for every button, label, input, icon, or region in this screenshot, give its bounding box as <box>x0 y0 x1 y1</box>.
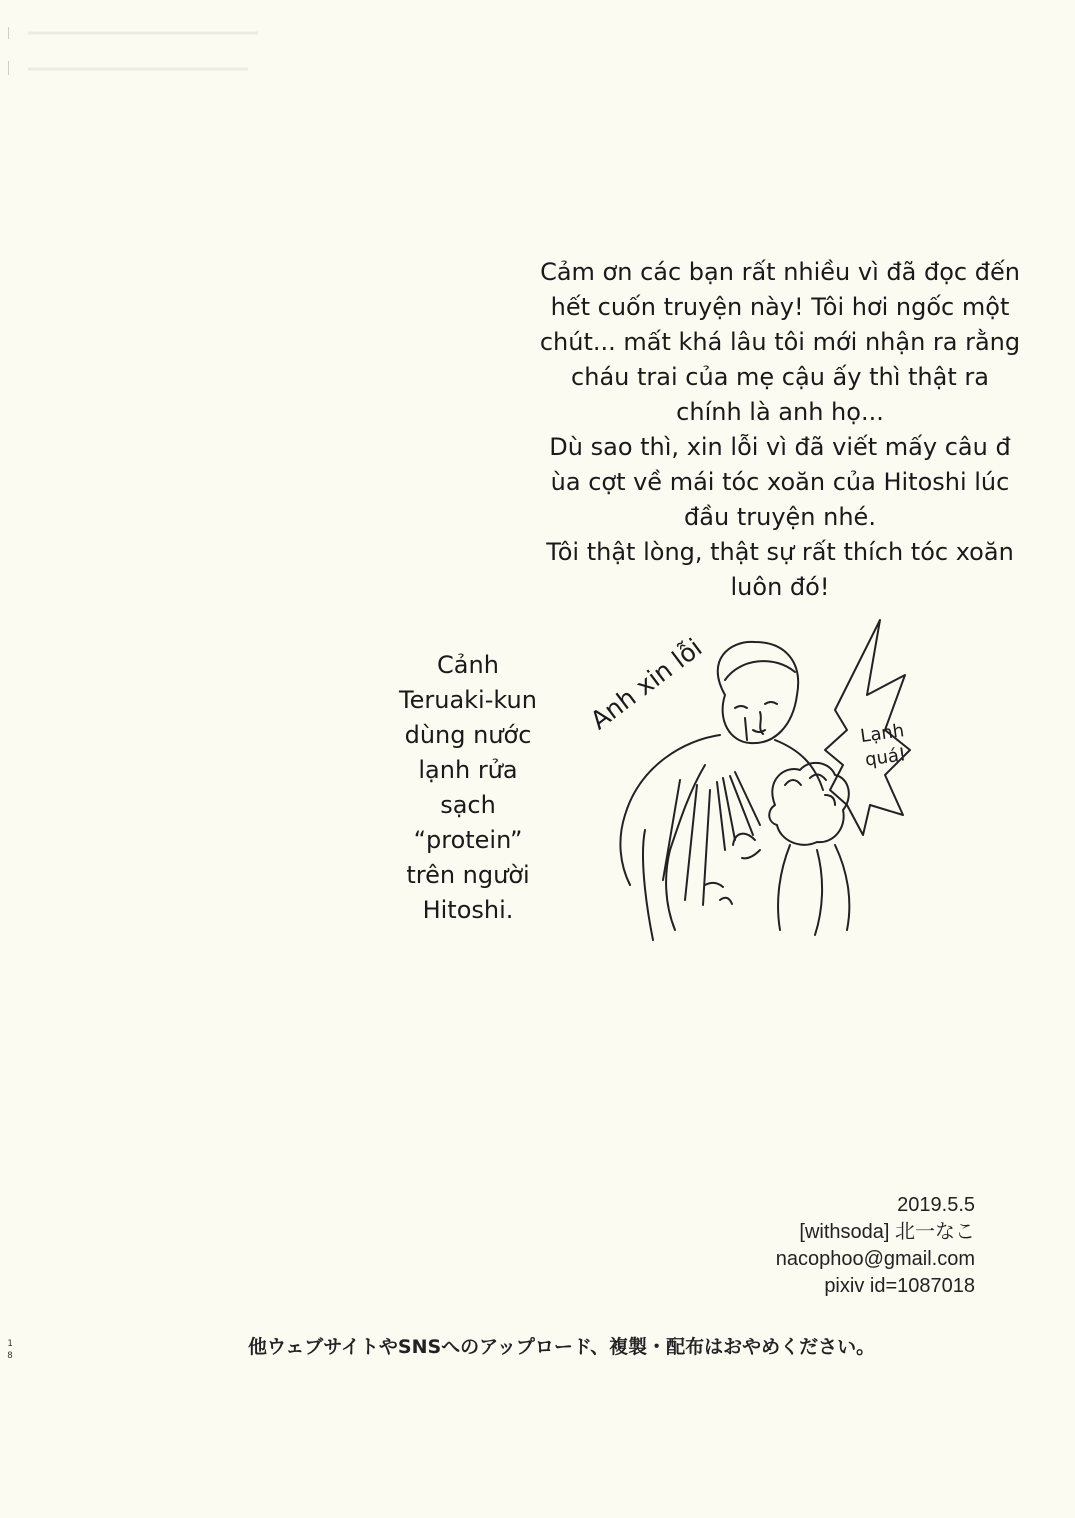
sfx-apology: Anh xin lỗi <box>585 632 708 736</box>
caption-line: Cảnh <box>437 651 499 679</box>
afterword-line: luôn đó! <box>730 573 830 601</box>
caption-line: “protein” <box>413 826 523 854</box>
credit-pixiv: pixiv id=1087018 <box>824 1275 975 1297</box>
adult-head <box>718 642 798 743</box>
afterword-line: chính là anh họ... <box>676 398 884 426</box>
illustration-caption <box>378 648 558 928</box>
afterword-line: Cảm ơn các bạn rất nhiều vì đã đọc đến <box>540 258 1020 286</box>
shower-sketch-illustration <box>585 600 925 945</box>
page-number-digit: 1 <box>7 1339 13 1349</box>
afterword-line: đầu truyện nhé. <box>684 503 876 531</box>
caption-line: Teruaki-kun <box>399 686 537 714</box>
afterword-line: ùa cợt về mái tóc xoăn của Hitoshi lúc <box>550 468 1010 496</box>
caption-line: sạch <box>440 791 496 819</box>
caption-line: dùng nước <box>404 721 532 749</box>
caption-line: Hitoshi. <box>422 896 514 924</box>
credit-email: nacophoo@gmail.com <box>775 1248 975 1270</box>
copyright-notice: 他ウェブサイトやSNSへのアップロード、複製・配布はおやめください。 <box>248 1336 876 1358</box>
sfx-cold <box>851 718 917 774</box>
author-afterword <box>515 255 1045 605</box>
credit-circle: [withsoda] 北一なこ <box>799 1221 975 1243</box>
afterword-line: Tôi thật lòng, thật sự rất thích tóc xoăn <box>546 538 1014 566</box>
faint-bleed-marks <box>8 25 268 85</box>
page-number <box>5 1338 15 1362</box>
caption-line: lạnh rửa <box>418 756 518 784</box>
afterword-line: hết cuốn truyện này! Tôi hơi ngốc một <box>550 293 1010 321</box>
sfx-cold-line: quá! <box>863 744 908 771</box>
caption-line: trên người <box>406 861 530 889</box>
credit-date: 2019.5.5 <box>897 1194 975 1216</box>
sfx-cold-line: Lạnh <box>859 720 906 748</box>
page-number-digit: 8 <box>7 1351 13 1361</box>
child-head <box>769 763 849 845</box>
afterword-line: cháu trai của mẹ cậu ấy thì thật ra <box>571 363 989 391</box>
afterword-line: chút... mất khá lâu tôi mới nhận ra rằng <box>539 328 1021 356</box>
credits-block <box>675 1192 975 1300</box>
afterword-line: Dù sao thì, xin lỗi vì đã viết mấy câu đ <box>549 433 1011 461</box>
